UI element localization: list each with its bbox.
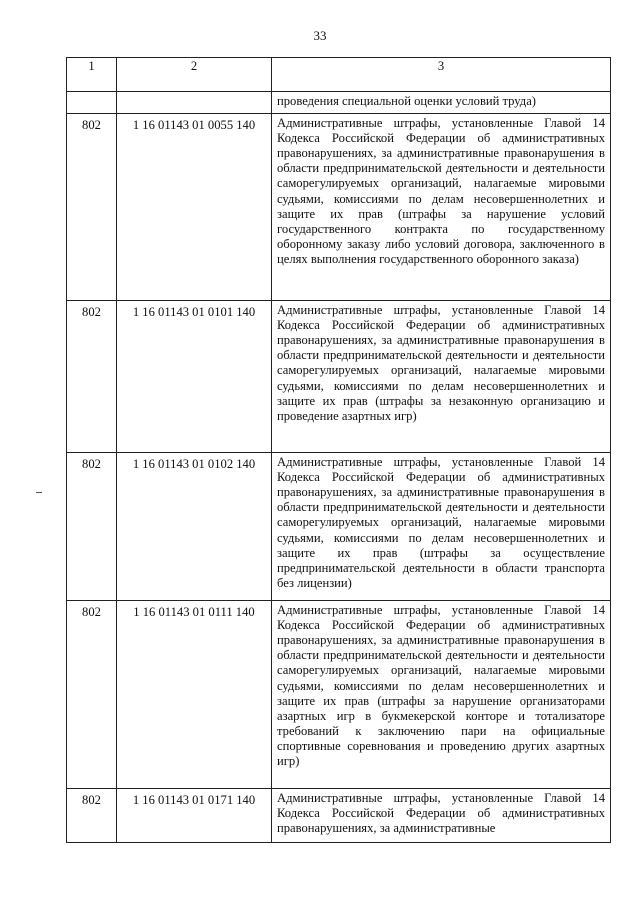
column-header-3: 3: [272, 58, 611, 92]
table-row: [67, 301, 611, 453]
table-row: [67, 114, 611, 301]
chapter-code: 802: [67, 301, 117, 453]
empty-cell: [117, 92, 272, 114]
code-description: Административные штрафы, установленные Главой 14 Кодекса Российской Федерации об административных правонарушениях, за административные правонарушения в области предпринимательской деятельности и деятельности саморегулируемых организаций, налагаемые мировыми судьями, комиссиями по делам несовершеннолетних и защите их прав (штрафы за нарушение организаторами азартных игр в букмекерской конторе и тотализаторе требований к заключению пари на официальные спортивные соревнования и проведению других азартных игр): [272, 601, 611, 789]
code-description: Административные штрафы, установленные Главой 14 Кодекса Российской Федерации об административных правонарушениях, за административные правонарушения в области предпринимательской деятельности и деятельности саморегулируемых организаций, налагаемые мировыми судьями, комиссиями по делам несовершеннолетних и защите их прав (штрафы за нарушение условий государственного контракта по государственному оборонному заказу либо условий договора, заключенного в целях выполнения государственного оборонного заказа): [272, 114, 611, 301]
code-description: Административные штрафы, установленные Главой 14 Кодекса Российской Федерации об административных правонарушениях, за административные правонарушения в области предпринимательской деятельности и деятельности саморегулируемых организаций, налагаемые мировыми судьями, комиссиями по делам несовершеннолетних и защите их прав (штрафы за осуществление предпринимательской деятельности в области транспорта без лицензии): [272, 453, 611, 601]
table-row: [67, 453, 611, 601]
continuation-text: проведения специальной оценки условий труда): [272, 92, 611, 114]
chapter-code: 802: [67, 453, 117, 601]
chapter-code: 802: [67, 601, 117, 789]
budget-classification-code: 1 16 01143 01 0111 140: [117, 601, 272, 789]
page-number: 33: [313, 28, 327, 43]
budget-codes-table: [66, 57, 611, 843]
chapter-code: 802: [67, 114, 117, 301]
column-header-1: 1: [67, 58, 117, 92]
budget-classification-code: 1 16 01143 01 0101 140: [117, 301, 272, 453]
column-header-2: 2: [117, 58, 272, 92]
code-description: Административные штрафы, установленные Главой 14 Кодекса Российской Федерации об административных правонарушениях, за административные: [272, 789, 611, 843]
empty-cell: [67, 92, 117, 114]
table-header-row: [67, 58, 611, 92]
budget-classification-code: 1 16 01143 01 0102 140: [117, 453, 272, 601]
table-row-continuation: [67, 92, 611, 114]
margin-mark: [36, 492, 42, 493]
table-row: [67, 789, 611, 843]
budget-classification-code: 1 16 01143 01 0171 140: [117, 789, 272, 843]
table-row: [67, 601, 611, 789]
chapter-code: 802: [67, 789, 117, 843]
budget-classification-code: 1 16 01143 01 0055 140: [117, 114, 272, 301]
code-description: Административные штрафы, установленные Главой 14 Кодекса Российской Федерации об административных правонарушениях, за административные правонарушения в области предпринимательской деятельности и деятельности саморегулируемых организаций, налагаемые мировыми судьями, комиссиями по делам несовершеннолетних и защите их прав (штрафы за незаконную организацию и проведение азартных игр): [272, 301, 611, 453]
